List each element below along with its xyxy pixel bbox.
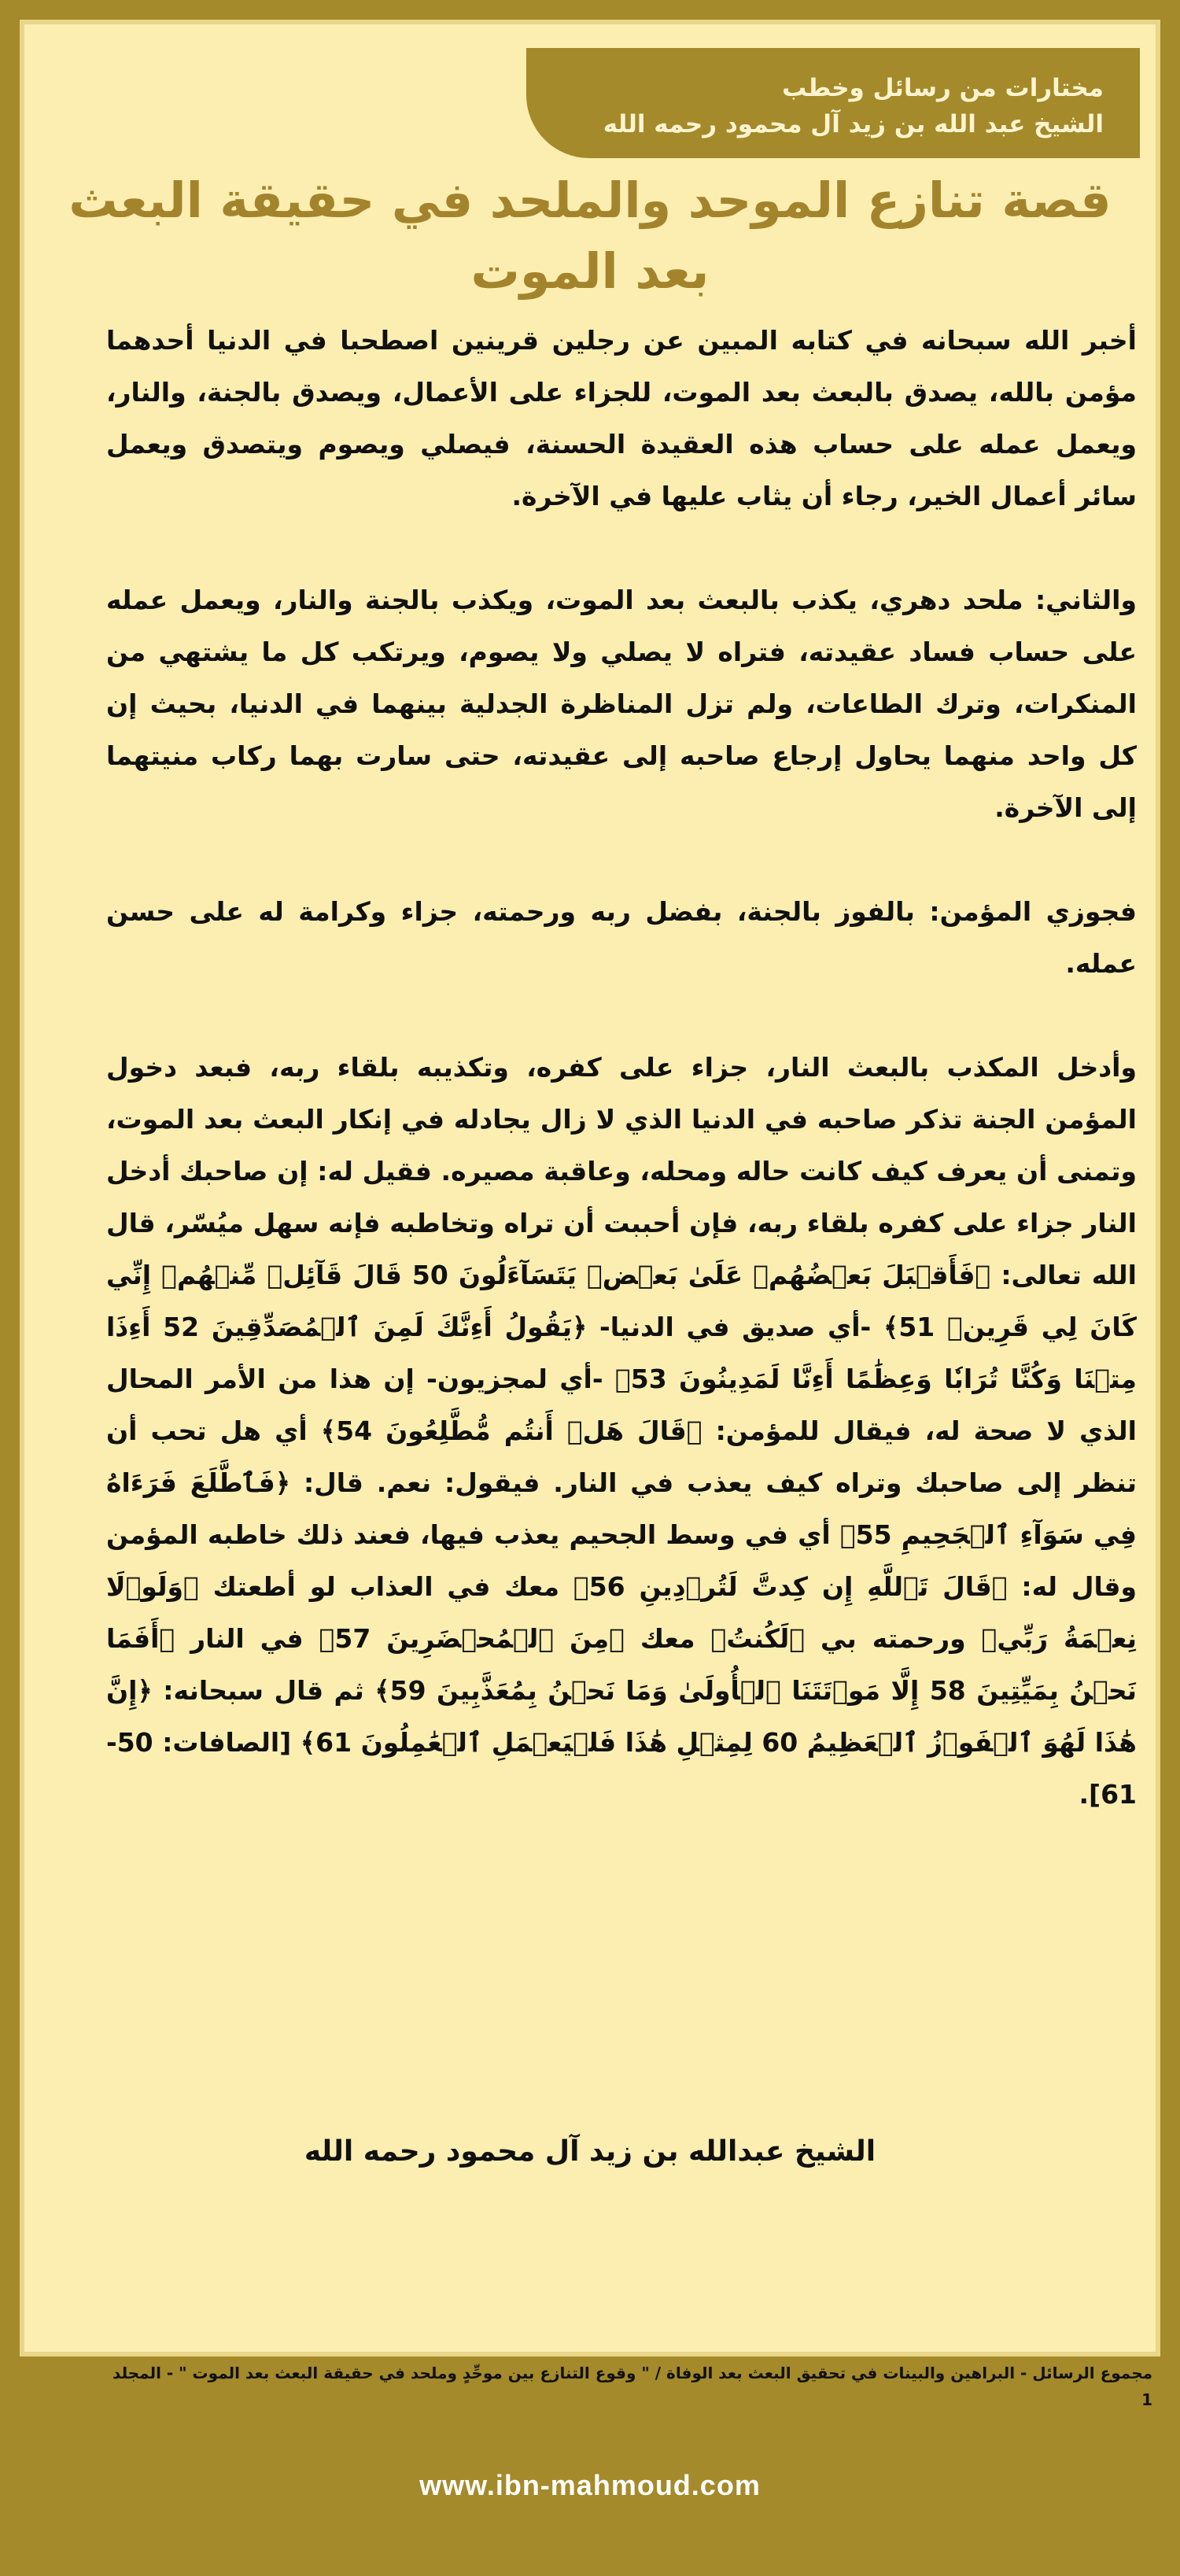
paragraph-2: والثاني: ملحد دهري، يكذب بالبعث بعد الموت، ويكذب بالجنة والنار، ويعمل عمله على حساب فساد عقيدته، فتراه لا يصلي ولا يصوم، ويرتكب كل ما يشتهي من المنكرات، وترك الطاعات، ولم تزل المناظرة الجدلية بينهما في الدنيا، بحيث إن كل واحد منهما يحاول إرجاع صاحبه إلى عقيدته، حتى سارت بهما ركاب منيتهما إلى الآخرة. xyxy=(106,585,1137,823)
source-footnote: مجموع الرسائل - البراهين والبينات في تحقيق البعث بعد الوفاة / " وقوع التنازع بين موحِّدٍ وملحد في حقيقة البعث بعد الموت " - المجلد 1 xyxy=(112,2364,1152,2409)
header-tab xyxy=(526,48,1140,158)
paragraph-1: أخبر الله سبحانه في كتابه المبين عن رجلين قرينين اصطحبا في الدنيا أحدهما مؤمن بالله، يصدق بالبعث بعد الموت، للجزاء على الأعمال، ويصدق بالجنة، والنار، ويعمل عمله على حساب هذه العقيدة الحسنة، فيصلي ويصوم ويتصدق ويعمل سائر أعمال الخير، رجاء أن يثاب عليها في الآخرة. xyxy=(106,325,1137,511)
header-collection-title: مختارات من رسائل وخطب xyxy=(782,74,1104,102)
author-signature: الشيخ عبدالله بن زيد آل محمود رحمه الله xyxy=(304,2135,876,2168)
article-title: قصة تنازع الموحد والملحد في حقيقة البعث بعد الموت xyxy=(68,172,1112,300)
website-link[interactable]: www.ibn-mahmoud.com xyxy=(419,2469,761,2501)
header-author: الشيخ عبد الله بن زيد آل محمود رحمه الله xyxy=(603,110,1104,138)
paragraph-4: وأدخل المكذب بالبعث النار، جزاء على كفره، وتكذيبه بلقاء ربه، فبعد دخول المؤمن الجنة تذكر صاحبه في الدنيا الذي لا زال يجادله في إنكار البعث بعد الموت، وتمنى أن يعرف كيف كانت حاله ومحله، وعاقبة مصيره. فقيل له: إن صاحبك أدخل النار جزاء على كفره بلقاء ربه، فإن أحببت أن تراه وتخاطبه فإنه سهل ميُسّر، قال الله تعالى: ﴿فَأَقۡبَلَ بَعۡضُهُمۡ عَلَىٰ بَعۡضٖ يَتَسَآءَلُونَ 50 قَالَ قَآئِلٞ مِّنۡهُمۡ إِنِّي كَانَ لِي قَرِينٞ 51﴾ -أي صديق في الدنيا- ﴿يَقُولُ أَءِنَّكَ لَمِنَ ٱلۡمُصَدِّقِينَ 52 أَءِذَا مِتۡنَا وَكُنَّا تُرَابٗا وَعِظَٰمًا أَءِنَّا لَمَدِينُونَ 53﴾ -أي لمجزيون- إن هذا من الأمر المحال الذي لا صحة له، فيقال للمؤمن: ﴿قَالَ هَلۡ أَنتُم مُّطَّلِعُونَ 54﴾ أي هل تحب أن تنظر إلى صاحبك وتراه كيف يعذب في النار. فيقول: نعم. قال: ﴿فَٱطَّلَعَ فَرَءَاهُ فِي سَوَآءِ ٱلۡجَحِيمِ 55﴾ أي في وسط الجحيم يعذب فيها، فعند ذلك خاطبه المؤمن وقال له: ﴿قَالَ تَٱللَّهِ إِن كِدتَّ لَتُرۡدِينِ 56﴾ معك في العذاب لو أطعتك ﴿وَلَوۡلَا نِعۡمَةُ رَبِّي﴾ ورحمته بي ﴿لَكُنتُ﴾ معك ﴿مِنَ ٱلۡمُحۡضَرِينَ 57﴾ في النار ﴿أَفَمَا نَحۡنُ بِمَيِّتِينَ 58 إِلَّا مَوۡتَتَنَا ٱلۡأُولَىٰ وَمَا نَحۡنُ بِمُعَذَّبِينَ 59﴾ ثم قال سبحانه: ﴿إِنَّ هَٰذَا لَهُوَ ٱلۡفَوۡزُ ٱلۡعَظِيمُ 60 لِمِثۡلِ هَٰذَا فَلۡيَعۡمَلِ ٱلۡعَٰمِلُونَ 61﴾ [الصافات: 50-61]. xyxy=(106,1052,1137,1810)
article-body xyxy=(106,315,1137,1821)
paragraph-3: فجوزي المؤمن: بالفوز بالجنة، بفضل ربه ورحمته، جزاء وكرامة له على حسن عمله. xyxy=(106,896,1137,979)
